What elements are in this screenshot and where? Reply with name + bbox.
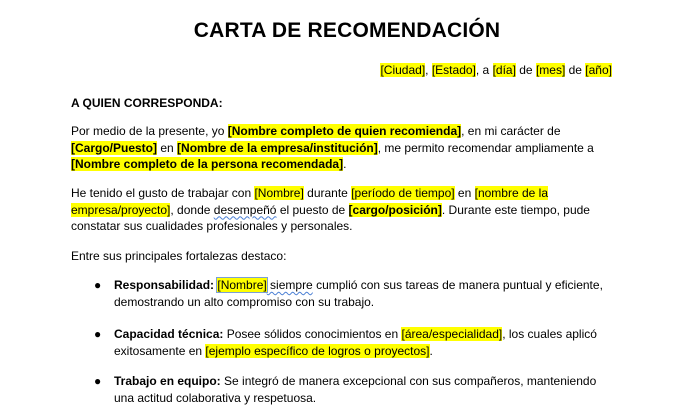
text: . — [429, 343, 433, 358]
placeholder-anio[interactable]: [año] — [585, 63, 612, 77]
date-line — [380, 63, 612, 77]
list-item-responsibility — [114, 277, 614, 310]
text: . Durante este tiempo, pude constatar sus cualidades profesionales y personales. — [71, 202, 590, 233]
bullet-icon: ● — [94, 374, 102, 388]
list-item-label: Capacidad técnica: — [114, 327, 224, 341]
paragraph-experience — [71, 185, 616, 235]
placeholder-estado[interactable]: [Estado] — [431, 63, 476, 77]
placeholder-recommended-name[interactable]: [Nombre completo de la persona recomendada] — [71, 157, 344, 171]
text: , donde — [170, 202, 214, 217]
text: en — [157, 140, 178, 155]
placeholder-recommender-name[interactable]: [Nombre completo de quien recomienda] — [227, 124, 462, 138]
date-sep: , a — [475, 63, 493, 77]
placeholder-name[interactable]: [Nombre] — [217, 278, 267, 292]
placeholder-ciudad[interactable]: [Ciudad] — [380, 63, 426, 77]
placeholder-position[interactable]: [Cargo/Puesto] — [71, 140, 158, 155]
text: , los cuales aplicó exitosamente en — [114, 327, 597, 358]
text: Por medio de la presente, yo — [71, 124, 228, 138]
list-item-label: Trabajo en equipo: — [114, 374, 221, 388]
bullet-icon: ● — [94, 327, 102, 341]
salutation: A QUIEN CORRESPONDA: — [71, 96, 223, 110]
text: cumplió con sus tareas de manera puntual y eficiente, demostrando un alto compromiso con su trabajo. — [114, 278, 603, 309]
placeholder-achievements[interactable]: [ejemplo específico de logros o proyectos] — [205, 343, 430, 358]
text: Se integró de manera excepcional con sus compañeros, manteniendo una actitud colaborativa y respetuosa. — [114, 374, 597, 405]
list-item-label: Responsabilidad: — [114, 278, 215, 292]
text: durante — [303, 186, 352, 200]
list-item-teamwork — [114, 373, 614, 406]
placeholder-area[interactable]: [área/especialidad] — [401, 327, 503, 341]
text: en — [454, 186, 475, 200]
text: . — [343, 157, 347, 171]
document-title: CARTA DE RECOMENDACIÓN — [193, 19, 501, 42]
bullet-icon: ● — [94, 278, 102, 292]
spellcheck-word[interactable]: siempre — [266, 278, 313, 292]
text: , me permito recomendar ampliamente a — [377, 140, 594, 155]
list-item-technical — [114, 326, 614, 359]
date-sep: de — [565, 63, 586, 77]
placeholder-mes[interactable]: [mes] — [535, 63, 566, 77]
placeholder-company-project[interactable]: [nombre de la empresa/proyecto] — [71, 186, 548, 217]
placeholder-name[interactable]: [Nombre] — [254, 186, 304, 200]
paragraph-strengths-intro: Entre sus principales fortalezas destaco: — [71, 249, 287, 263]
date-sep: , — [425, 63, 432, 77]
placeholder-company[interactable]: [Nombre de la empresa/institución] — [177, 140, 378, 155]
text: el puesto de — [276, 202, 349, 217]
paragraph-introduction — [71, 123, 616, 173]
placeholder-dia[interactable]: [día] — [492, 63, 516, 77]
date-sep: de — [515, 63, 536, 77]
placeholder-time-period[interactable]: [período de tiempo] — [351, 186, 455, 200]
text: He tenido el gusto de trabajar con — [71, 186, 255, 200]
text: , en mi carácter de — [461, 124, 561, 138]
spellcheck-word[interactable]: desempeñó — [213, 202, 277, 217]
text: Posee sólidos conocimientos en — [223, 327, 402, 341]
placeholder-role[interactable]: [cargo/posición] — [348, 202, 442, 217]
